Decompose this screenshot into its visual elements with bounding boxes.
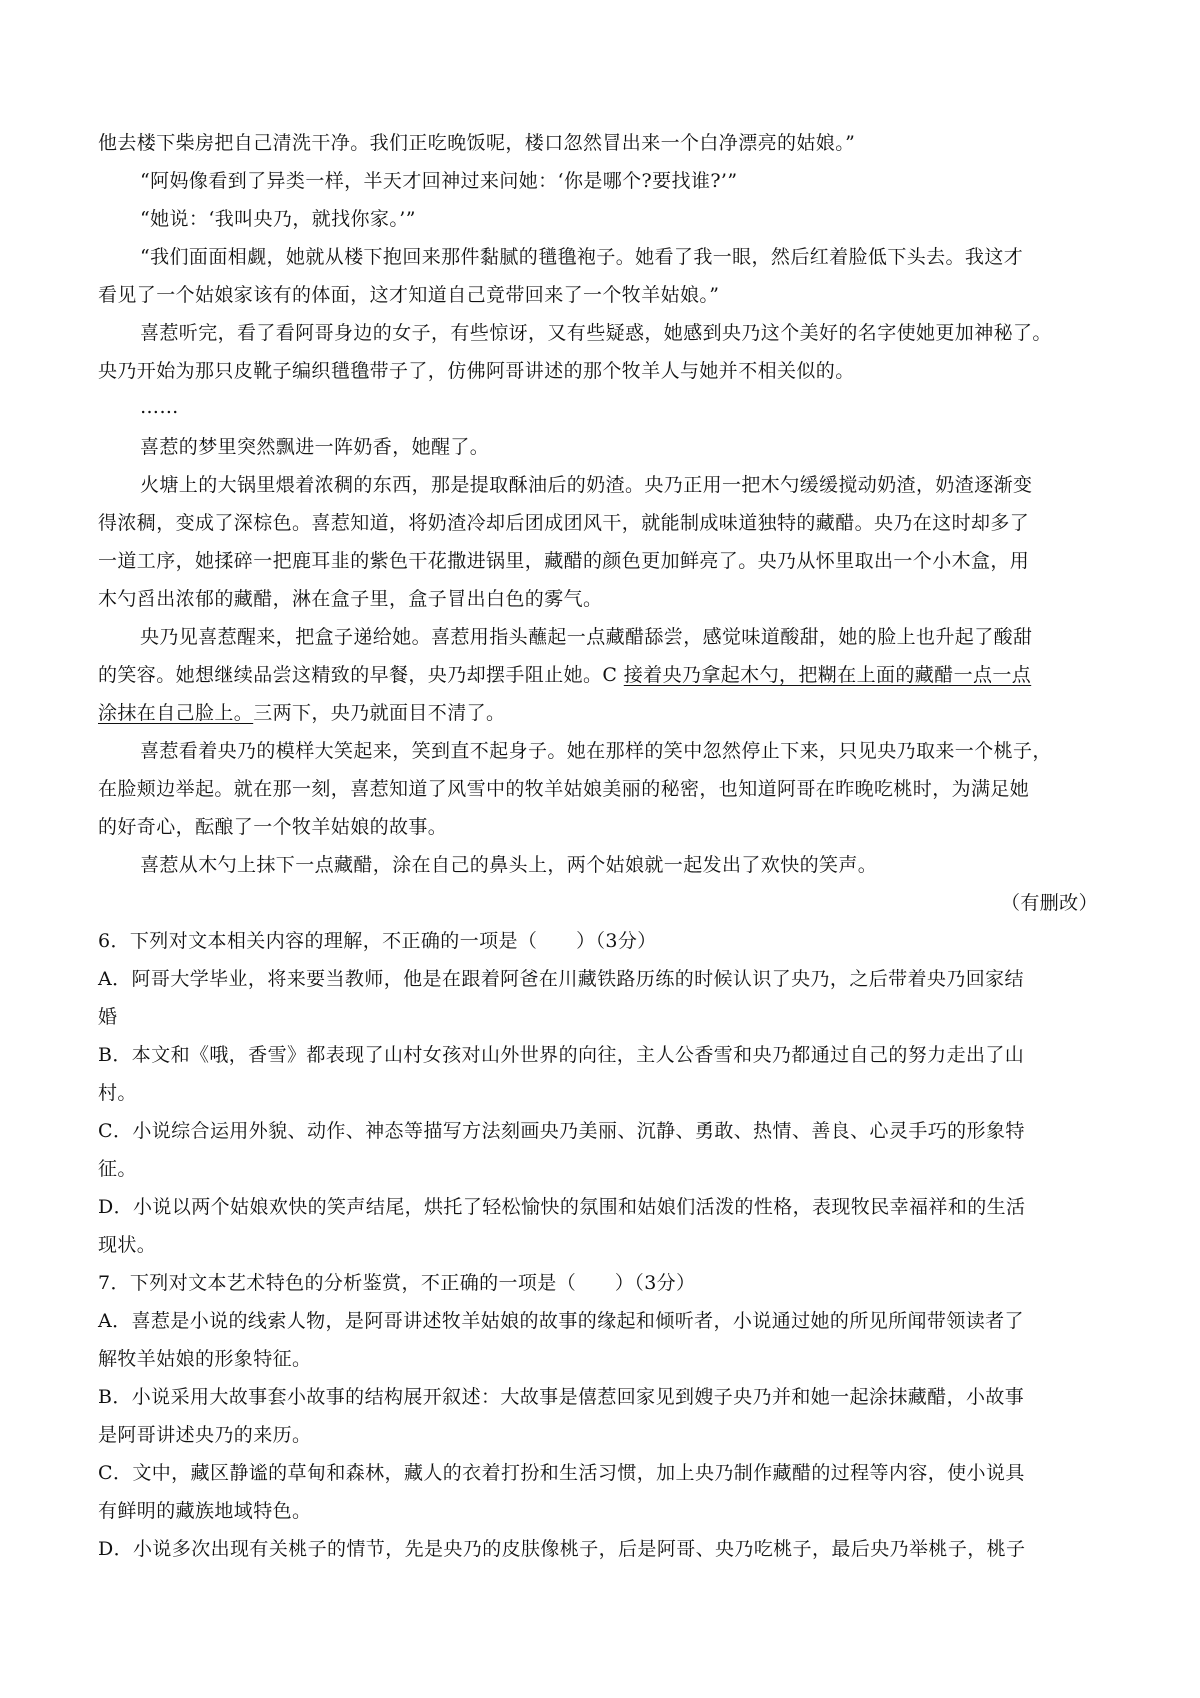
option-7a: 解牧羊姑娘的形象特征。	[98, 1348, 312, 1370]
story-line: 喜惹的梦里突然飘进一阵奶香，她醒了。	[140, 436, 490, 458]
story-line: 木勺舀出浓郁的藏醋，淋在盒子里，盒子冒出白色的雾气。	[98, 588, 603, 610]
option-7d: D．小说多次出现有关桃子的情节，先是央乃的皮肤像桃子，后是阿哥、央乃吃桃子，最后央乃举桃子，桃子	[98, 1538, 1026, 1560]
ellipsis: ……	[140, 396, 179, 418]
option-7b: B．小说采用大故事套小故事的结构展开叙述：大故事是僖惹回家见到嫂子央乃并和她一起涂抹藏醋，小故事	[98, 1386, 1025, 1408]
story-line: 他去楼下柴房把自己清洗干净。我们正吃晚饭呢，楼口忽然冒出来一个白净漂亮的姑娘。”	[98, 132, 856, 154]
story-line: “我们面面相觑，她就从楼下抱回来那件黏腻的氆氇袍子。她看了我一眼，然后红着脸低下头去。我这才	[140, 246, 1024, 268]
story-line: 一道工序，她揉碎一把鹿耳韭的紫色干花撒进锅里，藏醋的颜色更加鲜亮了。央乃从怀里取出一个小木盒，用	[98, 550, 1030, 572]
edit-note: （有删改）	[1000, 892, 1098, 914]
story-line: 喜惹看着央乃的模样大笑起来，笑到直不起身子。她在那样的笑中忽然停止下来，只见央乃取来一个桃子，	[140, 740, 1052, 762]
option-6a: A．阿哥大学毕业，将来要当教师，他是在跟着阿爸在川藏铁路历练的时候认识了央乃，之后带着央乃回家结	[98, 968, 1024, 990]
option-6b: B．本文和《哦，香雪》都表现了山村女孩对山外世界的向往，主人公香雪和央乃都通过自己的努力走出了山	[98, 1044, 1025, 1066]
story-line: “她说：‘我叫央乃，就找你家。’”	[140, 208, 416, 230]
story-line: 喜惹听完，看了看阿哥身边的女子，有些惊讶，又有些疑惑，她感到央乃这个美好的名字使她更加神秘了。	[140, 322, 1052, 344]
story-line: 得浓稠，变成了深棕色。喜惹知道，将奶渣冷却后团成团风干，就能制成味道独特的藏醋。央乃在这时却多了	[98, 512, 1030, 534]
option-7c: C．文中，藏区静谧的草甸和森林，藏人的衣着打扮和生活习惯，加上央乃制作藏醋的过程等内容，使小说具	[98, 1462, 1025, 1484]
story-line: 央乃见喜惹醒来，把盒子递给她。喜惹用指头蘸起一点藏醋舔尝，感觉味道酸甜，她的脸上也升起了酸甜	[140, 626, 1033, 648]
story-line	[98, 700, 505, 726]
option-7c: 有鲜明的藏族地域特色。	[98, 1500, 312, 1522]
option-6d: 现状。	[98, 1234, 157, 1256]
story-line: 喜惹从木勺上抹下一点藏醋，涂在自己的鼻头上，两个姑娘就一起发出了欢快的笑声。	[140, 854, 878, 876]
story-line: 在脸颊边举起。就在那一刻，喜惹知道了风雪中的牧羊姑娘美丽的秘密，也知道阿哥在昨晚吃桃时，为满足她	[98, 778, 1030, 800]
story-line: 火塘上的大锅里煨着浓稠的东西，那是提取酥油后的奶渣。央乃正用一把木勺缓缓搅动奶渣，奶渣逐渐变	[140, 474, 1033, 496]
underlined-sentence: 涂抹在自己脸上。	[98, 702, 254, 724]
story-line	[98, 662, 1031, 688]
option-7a: A．喜惹是小说的线索人物，是阿哥讲述牧羊姑娘的故事的缘起和倾听者，小说通过她的所见所闻带领读者了	[98, 1310, 1024, 1332]
story-text: 三两下，央乃就面目不清了。	[253, 702, 506, 724]
option-6d: D．小说以两个姑娘欢快的笑声结尾，烘托了轻松愉快的氛围和姑娘们活泼的性格，表现牧民幸福祥和的生活	[98, 1196, 1026, 1218]
option-6b: 村。	[98, 1082, 137, 1104]
story-line: 看见了一个姑娘家该有的体面，这才知道自己竟带回来了一个牧羊姑娘。”	[98, 284, 720, 306]
question-7-stem: 7．下列对文本艺术特色的分析鉴赏，不正确的一项是（ ）（3分）	[98, 1272, 696, 1294]
underlined-sentence: 接着央乃拿起木勺，把糊在上面的藏醋一点一点	[623, 664, 1032, 686]
option-6c: C．小说综合运用外貌、动作、神态等描写方法刻画央乃美丽、沉静、勇敢、热情、善良、心灵手巧的形象特	[98, 1120, 1025, 1142]
story-line: 的好奇心，酝酿了一个牧羊姑娘的故事。	[98, 816, 448, 838]
story-text: 的笑容。她想继续品尝这精致的早餐，央乃却摆手阻止她。C	[98, 664, 624, 686]
question-6-stem: 6．下列对文本相关内容的理解，不正确的一项是（ ）（3分）	[98, 930, 657, 952]
option-6c: 征。	[98, 1158, 137, 1180]
story-line: 央乃开始为那只皮靴子编织氆氇带子了，仿佛阿哥讲述的那个牧羊人与她并不相关似的。	[98, 360, 855, 382]
option-7b: 是阿哥讲述央乃的来历。	[98, 1424, 312, 1446]
story-line: “阿妈像看到了异类一样，半天才回神过来问她：‘你是哪个?要找谁?’”	[140, 170, 738, 192]
option-6a: 婚	[98, 1006, 118, 1028]
